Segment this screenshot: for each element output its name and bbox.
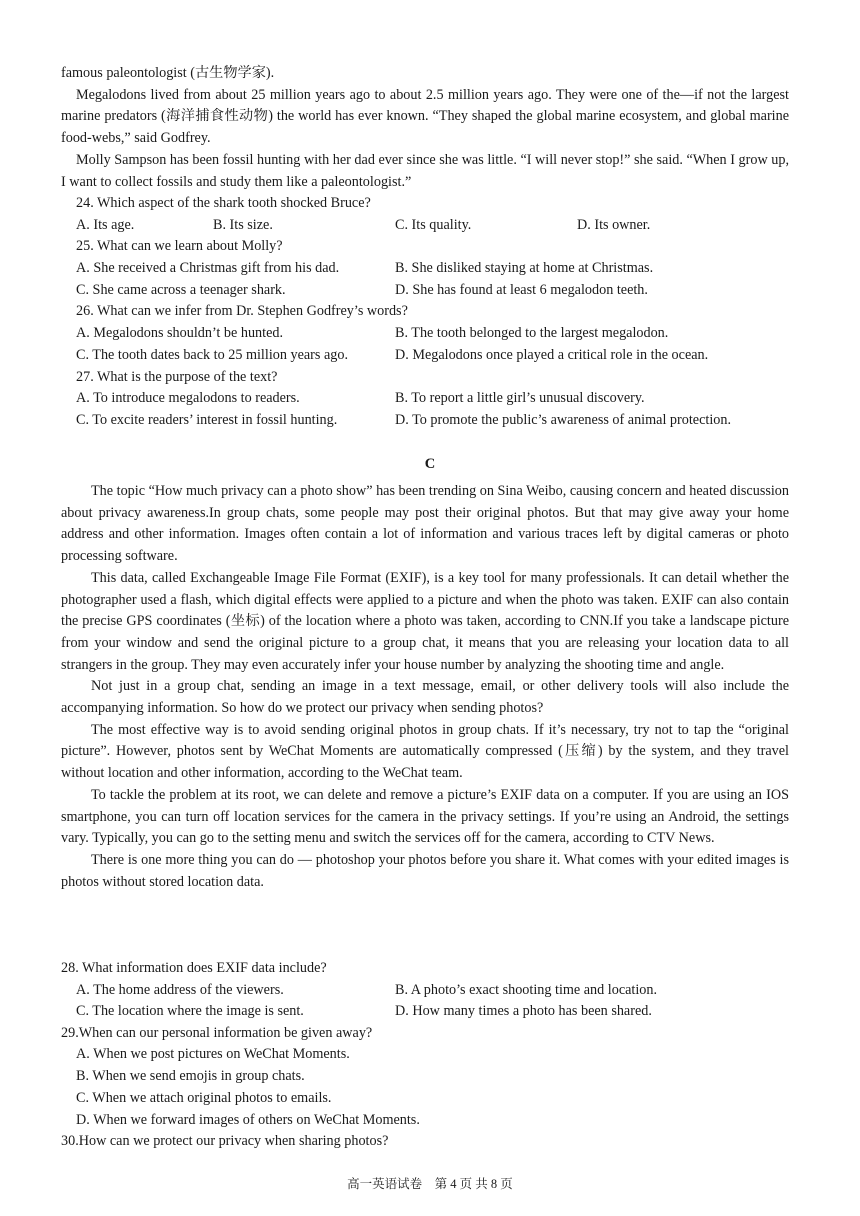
q29-option-d: D. When we forward images of others on WeChat Moments. — [76, 1112, 420, 1128]
passage-c-p1: The topic “How much privacy can a photo show” has been trending on Sina Weibo, causing concern and heated discussion about privacy awareness.In group chats, some people may post their original photos. But that may give away your home address and other information. Images often contain a lot of information and various traces left by digital cameras or photo processing software. — [61, 483, 789, 565]
passage-c-p5: To tackle the problem at its root, we can delete and remove a picture’s EXIF data on a computer. If you are using an IOS smartphone, you can turn off location services for the camera in the privacy settings. If you’re using an Android, the settings vary. Typically, you can go to the setting menu and switch the services off for the camera, according to CTV News. — [61, 786, 789, 847]
q28-option-a: A. The home address of the viewers. — [76, 982, 284, 998]
question-30-stem: 30.How can we protect our privacy when sharing photos? — [61, 1133, 389, 1149]
q26-option-b: B. The tooth belonged to the largest megalodon. — [395, 325, 669, 341]
passage-b-p0: famous paleontologist (古生物学家). — [61, 65, 275, 81]
q29-option-b: B. When we send emojis in group chats. — [76, 1068, 305, 1084]
q27-option-b: B. To report a little girl’s unusual discovery. — [395, 390, 645, 406]
question-28-stem: 28. What information does EXIF data include? — [61, 960, 327, 976]
q26-option-d: D. Megalodons once played a critical role in the ocean. — [395, 347, 709, 363]
section-c-heading: C — [424, 456, 436, 472]
q25-option-a: A. She received a Christmas gift from his dad. — [76, 260, 340, 276]
q26-option-c: C. The tooth dates back to 25 million years ago. — [76, 347, 349, 363]
q28-option-d: D. How many times a photo has been shared. — [395, 1003, 652, 1019]
passage-c — [61, 481, 789, 893]
q27-option-c: C. To excite readers’ interest in fossil hunting. — [76, 412, 338, 428]
page-footer: 高一英语试卷 第 4 页 共 8 页 — [347, 1177, 513, 1191]
question-29-stem: 29.When can our personal information be given away? — [61, 1025, 373, 1041]
question-25-stem: 25. What can we learn about Molly? — [76, 238, 283, 254]
question-26-stem: 26. What can we infer from Dr. Stephen Godfrey’s words? — [76, 303, 408, 319]
q24-option-b: B. Its size. — [213, 217, 273, 233]
passage-c-p3: Not just in a group chat, sending an image in a text message, email, or other delivery tools will also include the accompanying information. So how do we protect our privacy when sending photos? — [61, 678, 789, 717]
q25-option-c: C. She came across a teenager shark. — [76, 282, 286, 298]
q28-option-b: B. A photo’s exact shooting time and location. — [395, 982, 658, 998]
q24-option-a: A. Its age. — [76, 217, 135, 233]
passage-b-end — [61, 63, 789, 193]
question-24-stem: 24. Which aspect of the shark tooth shocked Bruce? — [76, 195, 371, 211]
passage-c-p2: This data, called Exchangeable Image File Format (EXIF), is a key tool for many professionals. It can detail whether the photographer used a flash, which digital effects were applied to a picture and when the photo was taken. EXIF can also contain the precise GPS coordinates (坐标) of the location where a photo was taken, according to CNN.If you take a landscape picture from your window and send the original picture to a group chat, it means that you are releasing your location data to all strangers in the group. They may even accurately infer your house number by analyzing the shooting time and angle. — [61, 569, 789, 673]
q26-option-a: A. Megalodons shouldn’t be hunted. — [76, 325, 284, 341]
passage-b-p1: Megalodons lived from about 25 million years ago to about 2.5 million years ago. They were one of the—if not the largest marine predators (海洋捕食性动物) the world has ever known. “They shaped the global marine ecosystem, and global marine food-webs,” said Godfrey. — [61, 86, 789, 147]
q25-option-b: B. She disliked staying at home at Christmas. — [395, 260, 654, 276]
q27-option-d: D. To promote the public’s awareness of animal protection. — [395, 412, 732, 428]
question-27-stem: 27. What is the purpose of the text? — [76, 369, 278, 385]
passage-b-p2: Molly Sampson has been fossil hunting with her dad ever since she was little. “I will never stop!” she said. “When I grow up, I want to collect fossils and study them like a paleontologist.” — [61, 151, 789, 190]
q25-option-d: D. She has found at least 6 megalodon teeth. — [395, 282, 648, 298]
q28-option-c: C. The location where the image is sent. — [76, 1003, 304, 1019]
passage-c-p6: There is one more thing you can do — photoshop your photos before you share it. What comes with your edited images is photos without stored location data. — [61, 851, 789, 890]
q27-option-a: A. To introduce megalodons to readers. — [76, 390, 300, 406]
q24-option-d: D. Its owner. — [577, 217, 651, 233]
q29-option-c: C. When we attach original photos to emails. — [76, 1090, 332, 1106]
passage-c-p4: The most effective way is to avoid sending original photos in group chats. If it’s necessary, try not to tap the “original picture”. However, photos sent by WeChat Moments are automatically compressed (压缩) by the system, and they travel without location and other information, according to the WeChat team. — [61, 721, 789, 782]
q24-option-c: C. Its quality. — [395, 217, 472, 233]
q29-option-a: A. When we post pictures on WeChat Moments. — [76, 1046, 350, 1062]
